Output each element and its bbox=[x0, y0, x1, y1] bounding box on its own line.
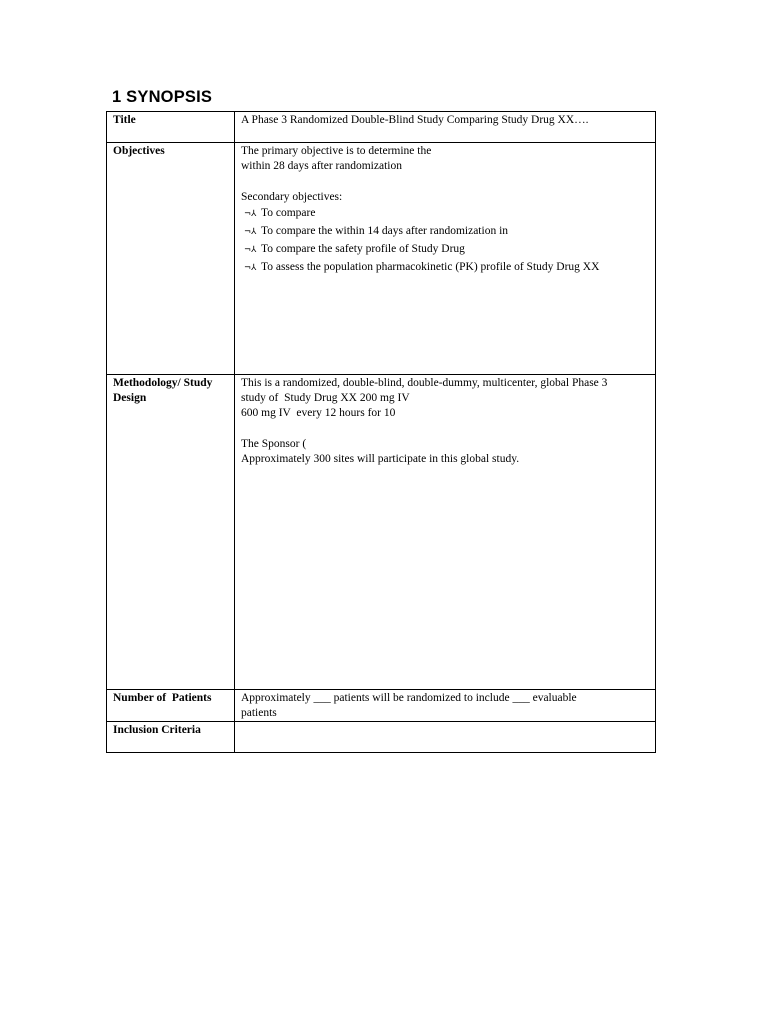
secondary-objectives-heading: Secondary objectives: bbox=[241, 191, 343, 203]
methodology-label-line: Design bbox=[113, 392, 147, 404]
objectives-value bbox=[235, 143, 656, 375]
methodology-value bbox=[235, 375, 656, 690]
methodology-label-line: Methodology/ Study bbox=[113, 377, 213, 389]
methodology-label bbox=[107, 375, 235, 690]
blank-line bbox=[241, 174, 649, 190]
blank-line bbox=[241, 421, 649, 437]
title-label: Title bbox=[107, 112, 235, 143]
sponsor-line: The Sponsor ( bbox=[241, 438, 307, 450]
table-row-objectives bbox=[107, 143, 656, 375]
patients-line: Approximately ___ patients will be randomized to include ___ evaluable bbox=[241, 692, 577, 704]
design-line: This is a randomized, double-blind, double-dummy, multicenter, global Phase 3 bbox=[241, 377, 608, 389]
bullet-icon: ¬⅄ bbox=[244, 263, 257, 273]
patients-label bbox=[107, 690, 235, 722]
title-value bbox=[235, 112, 656, 143]
list-item bbox=[241, 241, 649, 259]
inclusion-value bbox=[235, 722, 656, 753]
list-item bbox=[241, 259, 649, 277]
patients-line: patients bbox=[241, 707, 277, 719]
list-item-text: To compare the safety profile of Study Drug bbox=[261, 243, 465, 255]
design-line: study of Study Drug XX 200 mg IV bbox=[241, 392, 410, 404]
design-line: 600 mg IV every 12 hours for 10 bbox=[241, 407, 396, 419]
sponsor-line: Approximately 300 sites will participate in this global study. bbox=[241, 453, 520, 465]
primary-objective-line: within 28 days after randomization bbox=[241, 160, 402, 172]
list-item bbox=[241, 205, 649, 223]
section-heading: 1 SYNOPSIS bbox=[112, 88, 213, 106]
table-row-patients bbox=[107, 690, 656, 722]
synopsis-table bbox=[106, 111, 656, 753]
patients-label-text: Number of Patients bbox=[113, 692, 212, 704]
table-row-methodology bbox=[107, 375, 656, 690]
bullet-icon: ¬⅄ bbox=[244, 209, 257, 219]
table-row-title bbox=[107, 112, 656, 143]
objectives-label: Objectives bbox=[107, 143, 235, 375]
inclusion-label: Inclusion Criteria bbox=[107, 722, 235, 753]
primary-objective-line: The primary objective is to determine the bbox=[241, 145, 432, 157]
list-item bbox=[241, 223, 649, 241]
table-row-inclusion bbox=[107, 722, 656, 753]
patients-value bbox=[235, 690, 656, 722]
bullet-icon: ¬⅄ bbox=[244, 227, 257, 237]
list-item-text: To compare the within 14 days after randomization in bbox=[261, 225, 509, 237]
list-item-text: To assess the population pharmacokinetic (PK) profile of Study Drug XX bbox=[261, 261, 600, 273]
study-title-text: A Phase 3 Randomized Double-Blind Study Comparing Study Drug XX…. bbox=[241, 114, 589, 126]
list-item-text: To compare bbox=[261, 207, 316, 219]
bullet-icon: ¬⅄ bbox=[244, 245, 257, 255]
secondary-objectives-list bbox=[241, 205, 649, 277]
